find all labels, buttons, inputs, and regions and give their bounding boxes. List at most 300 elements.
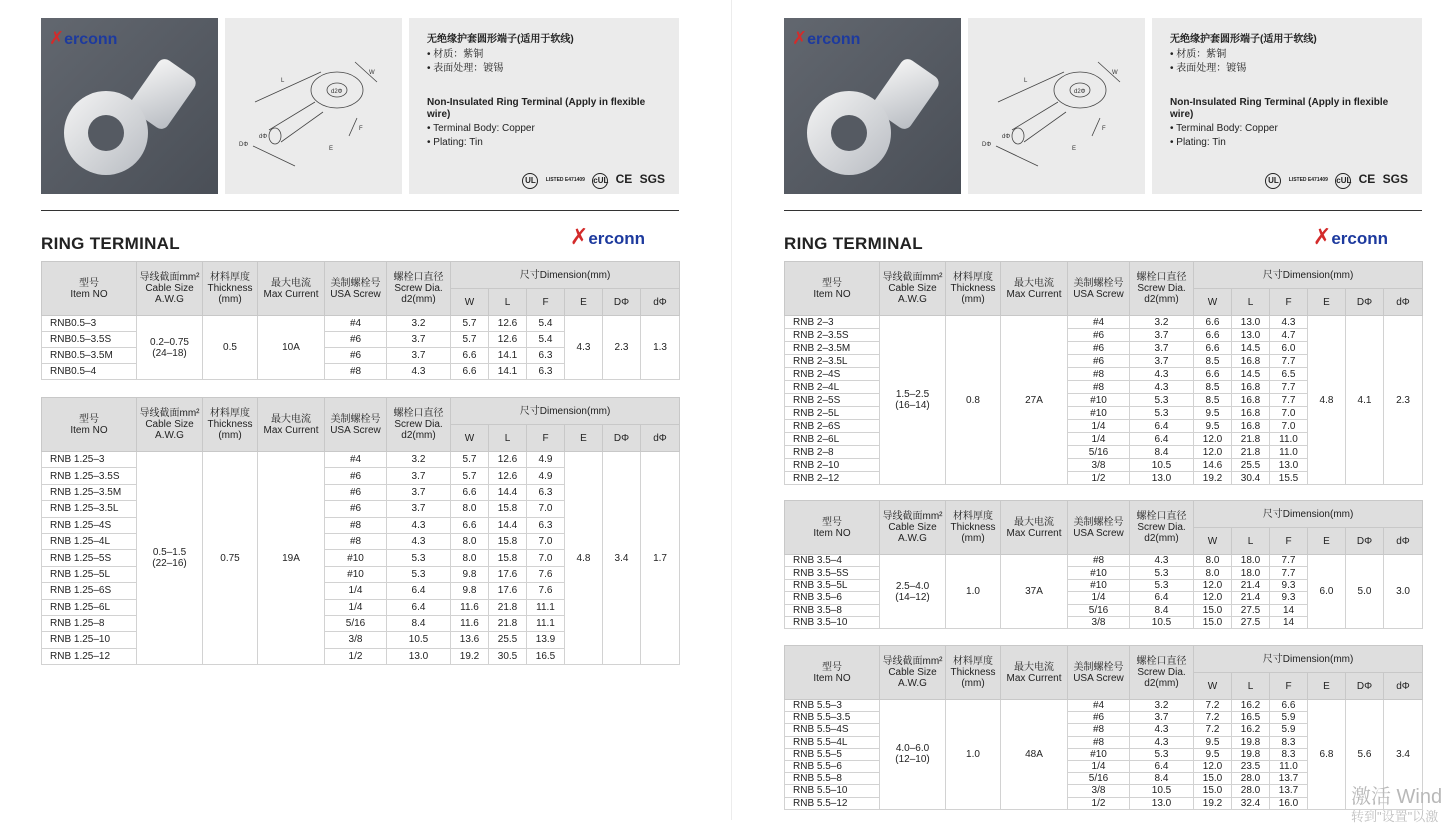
usa-screw-cell: #4 xyxy=(325,452,387,468)
header-screw-dia: 螺栓口直径 Screw Dia. d2(mm) xyxy=(1130,262,1194,316)
header-usa-screw: 美制螺栓号 USA Screw xyxy=(1068,646,1130,700)
ring-terminal-photo-icon xyxy=(784,18,961,194)
screw-dia-cell: 8.4 xyxy=(1130,604,1194,616)
item-no: RNB 5.5–8 xyxy=(785,773,880,785)
item-no: RNB 2–3.5L xyxy=(785,355,880,368)
item-no: RNB 1.25–3.5L xyxy=(42,501,137,517)
f-cell: 8.3 xyxy=(1270,736,1308,748)
header-dim-col: W xyxy=(1194,673,1232,700)
screw-dia-cell: 10.5 xyxy=(1130,616,1194,628)
material-cn: • 材质：紫铜 xyxy=(427,49,484,60)
header-max-current: 最大电流 Max Current xyxy=(1001,501,1068,555)
screw-dia-cell: 10.5 xyxy=(1130,459,1194,472)
brand-logo: ✗erconn xyxy=(1312,224,1388,249)
f-cell: 4.3 xyxy=(1270,316,1308,329)
certification-marks xyxy=(518,173,665,189)
d-outer-cell: 5.6 xyxy=(1346,700,1384,810)
usa-screw-cell: 1/4 xyxy=(1068,420,1130,433)
w-cell: 8.5 xyxy=(1194,394,1232,407)
f-cell: 11.1 xyxy=(527,599,565,615)
header-usa-screw: 美制螺栓号 USA Screw xyxy=(1068,262,1130,316)
header-usa-screw: 美制螺栓号 USA Screw xyxy=(325,398,387,452)
cable-size-cell: 0.2–0.75 (24–18) xyxy=(137,316,203,380)
f-cell: 13.0 xyxy=(1270,459,1308,472)
cable-size-cell: 2.5–4.0 (14–12) xyxy=(880,555,946,629)
photo-brand-logo: ✗erconn xyxy=(49,28,118,48)
l-cell: 16.5 xyxy=(1232,712,1270,724)
l-cell: 16.2 xyxy=(1232,724,1270,736)
thickness-cell: 0.8 xyxy=(946,316,1001,485)
w-cell: 6.6 xyxy=(451,348,489,364)
item-no: RNB 5.5–3 xyxy=(785,700,880,712)
screw-dia-cell: 3.7 xyxy=(1130,355,1194,368)
svg-text:F: F xyxy=(1102,126,1106,132)
f-cell: 11.0 xyxy=(1270,446,1308,459)
header-dimension: 尺寸Dimension(mm) xyxy=(451,262,680,289)
header-dim-col: F xyxy=(527,425,565,452)
l-cell: 16.2 xyxy=(1232,700,1270,712)
max-current-cell: 48A xyxy=(1001,700,1068,810)
spec-table xyxy=(41,397,680,665)
svg-text:W: W xyxy=(1112,70,1118,76)
l-cell: 21.4 xyxy=(1232,592,1270,604)
f-cell: 7.7 xyxy=(1270,355,1308,368)
surface-cn: • 表面处理：镀锡 xyxy=(427,63,504,74)
brand-logo: ✗erconn xyxy=(569,224,645,249)
usa-screw-cell: #6 xyxy=(1068,342,1130,355)
usa-screw-cell: #10 xyxy=(1068,407,1130,420)
header-dim-col: DΦ xyxy=(1346,528,1384,555)
header-dim-col: dΦ xyxy=(1384,528,1423,555)
header-thickness: 材料厚度 Thickness (mm) xyxy=(946,646,1001,700)
cable-size-cell: 1.5–2.5 (16–14) xyxy=(880,316,946,485)
w-cell: 6.6 xyxy=(451,364,489,380)
ul-mark-icon: UL xyxy=(522,173,538,189)
product-title-en: Non-Insulated Ring Terminal (Apply in flexible wire) xyxy=(1170,97,1389,120)
ul-mark-icon: UL xyxy=(1265,173,1281,189)
screw-dia-cell: 3.2 xyxy=(1130,700,1194,712)
item-no: RNB 2–4L xyxy=(785,381,880,394)
w-cell: 6.6 xyxy=(451,484,489,500)
d-inner-cell: 1.7 xyxy=(641,452,680,665)
dimension-drawing xyxy=(225,18,402,194)
f-cell: 16.5 xyxy=(527,648,565,664)
d-inner-cell: 2.3 xyxy=(1384,316,1423,485)
svg-text:W: W xyxy=(369,70,375,76)
l-cell: 15.8 xyxy=(489,550,527,566)
w-cell: 13.6 xyxy=(451,632,489,648)
f-cell: 11.0 xyxy=(1270,760,1308,772)
screw-dia-cell: 5.3 xyxy=(387,566,451,582)
w-cell: 8.0 xyxy=(451,501,489,517)
spec-table xyxy=(41,261,680,380)
f-cell: 5.4 xyxy=(527,332,565,348)
header-dimension: 尺寸Dimension(mm) xyxy=(1194,646,1423,673)
l-cell: 12.6 xyxy=(489,468,527,484)
header-dim-col: E xyxy=(1308,528,1346,555)
product-info-panel xyxy=(1152,18,1422,194)
l-cell: 27.5 xyxy=(1232,616,1270,628)
usa-screw-cell: #6 xyxy=(325,501,387,517)
f-cell: 7.0 xyxy=(527,501,565,517)
table-row xyxy=(785,555,1423,567)
header-dim-col: L xyxy=(1232,673,1270,700)
thickness-cell: 1.0 xyxy=(946,700,1001,810)
l-cell: 17.6 xyxy=(489,566,527,582)
item-no: RNB 2–10 xyxy=(785,459,880,472)
e-cell: 6.8 xyxy=(1308,700,1346,810)
product-title-cn: 无绝缘护套圆形端子(适用于软线) xyxy=(427,34,574,45)
item-no: RNB 5.5–10 xyxy=(785,785,880,797)
screw-dia-cell: 13.0 xyxy=(1130,797,1194,809)
l-cell: 15.8 xyxy=(489,501,527,517)
header-dim-col: dΦ xyxy=(1384,289,1423,316)
table-row xyxy=(42,316,680,332)
item-no: RNB 1.25–12 xyxy=(42,648,137,664)
screw-dia-cell: 4.3 xyxy=(387,517,451,533)
f-cell: 7.0 xyxy=(527,550,565,566)
header-dim-col: L xyxy=(489,289,527,316)
f-cell: 16.0 xyxy=(1270,797,1308,809)
usa-screw-cell: #8 xyxy=(1068,368,1130,381)
l-cell: 16.8 xyxy=(1232,394,1270,407)
thickness-cell: 0.5 xyxy=(203,316,258,380)
f-cell: 6.3 xyxy=(527,348,565,364)
l-cell: 16.8 xyxy=(1232,355,1270,368)
usa-screw-cell: 5/16 xyxy=(1068,446,1130,459)
cable-size-cell: 0.5–1.5 (22–16) xyxy=(137,452,203,665)
l-cell: 12.6 xyxy=(489,452,527,468)
w-cell: 12.0 xyxy=(1194,433,1232,446)
d-inner-cell: 1.3 xyxy=(641,316,680,380)
screw-dia-cell: 5.3 xyxy=(1130,394,1194,407)
header-usa-screw: 美制螺栓号 USA Screw xyxy=(1068,501,1130,555)
w-cell: 9.5 xyxy=(1194,736,1232,748)
item-no: RNB 5.5–4S xyxy=(785,724,880,736)
header-screw-dia: 螺栓口直径 Screw Dia. d2(mm) xyxy=(387,398,451,452)
f-cell: 6.6 xyxy=(1270,700,1308,712)
header-dim-col: W xyxy=(1194,289,1232,316)
usa-screw-cell: 1/4 xyxy=(325,599,387,615)
l-cell: 18.0 xyxy=(1232,555,1270,567)
page-divider xyxy=(731,0,732,820)
item-no: RNB 2–5L xyxy=(785,407,880,420)
dimension-drawing-icon xyxy=(225,18,402,194)
l-cell: 28.0 xyxy=(1232,785,1270,797)
header-screw-dia: 螺栓口直径 Screw Dia. d2(mm) xyxy=(1130,501,1194,555)
item-no: RNB 1.25–3 xyxy=(42,452,137,468)
plating-en: • Plating: Tin xyxy=(427,137,483,148)
screw-dia-cell: 5.3 xyxy=(1130,579,1194,591)
section-rule xyxy=(784,210,1422,211)
activate-windows-subtext: 转到"设置"以激 xyxy=(1351,809,1439,824)
terminal-body-en: • Terminal Body: Copper xyxy=(1170,123,1278,134)
header-dim-col: L xyxy=(489,425,527,452)
f-cell: 5.9 xyxy=(1270,712,1308,724)
f-cell: 7.6 xyxy=(527,583,565,599)
cable-size-cell: 4.0–6.0 (12–10) xyxy=(880,700,946,810)
w-cell: 12.0 xyxy=(1194,446,1232,459)
w-cell: 6.6 xyxy=(1194,368,1232,381)
ring-terminal-photo-icon xyxy=(41,18,218,194)
section-rule xyxy=(41,210,679,211)
item-no: RNB 3.5–5L xyxy=(785,579,880,591)
l-cell: 17.6 xyxy=(489,583,527,599)
l-cell: 16.8 xyxy=(1232,381,1270,394)
screw-dia-cell: 4.3 xyxy=(1130,368,1194,381)
f-cell: 13.7 xyxy=(1270,785,1308,797)
svg-text:d2Φ: d2Φ xyxy=(331,89,343,95)
usa-screw-cell: #10 xyxy=(325,566,387,582)
usa-screw-cell: 3/8 xyxy=(1068,459,1130,472)
table-row xyxy=(42,452,680,468)
left-page xyxy=(41,0,679,820)
l-cell: 16.8 xyxy=(1232,407,1270,420)
item-no: RNB 2–3.5S xyxy=(785,329,880,342)
header-dim-col: W xyxy=(1194,528,1232,555)
header-dim-col: dΦ xyxy=(1384,673,1423,700)
item-no: RNB 2–3.5M xyxy=(785,342,880,355)
f-cell: 13.9 xyxy=(527,632,565,648)
right-page xyxy=(784,0,1422,820)
item-no: RNB0.5–4 xyxy=(42,364,137,380)
svg-text:E: E xyxy=(1072,146,1077,152)
screw-dia-cell: 3.7 xyxy=(387,501,451,517)
svg-text:L: L xyxy=(1024,78,1028,84)
header-dim-col: DΦ xyxy=(603,425,641,452)
usa-screw-cell: #4 xyxy=(1068,316,1130,329)
svg-text:E: E xyxy=(329,146,334,152)
header-dim-col: F xyxy=(1270,528,1308,555)
l-cell: 23.5 xyxy=(1232,760,1270,772)
header-screw-dia: 螺栓口直径 Screw Dia. d2(mm) xyxy=(387,262,451,316)
usa-screw-cell: #8 xyxy=(1068,736,1130,748)
l-cell: 13.0 xyxy=(1232,329,1270,342)
w-cell: 7.2 xyxy=(1194,700,1232,712)
l-cell: 18.0 xyxy=(1232,567,1270,579)
screw-dia-cell: 5.3 xyxy=(1130,567,1194,579)
activate-windows-text: 激活 Wind xyxy=(1351,786,1443,808)
header-dim-col: DΦ xyxy=(1346,673,1384,700)
item-no: RNB 1.25–3.5M xyxy=(42,484,137,500)
header-dim-col: L xyxy=(1232,528,1270,555)
usa-screw-cell: #8 xyxy=(1068,555,1130,567)
header-item: 型号 Item NO xyxy=(785,646,880,700)
svg-text:F: F xyxy=(359,126,363,132)
header-item: 型号 Item NO xyxy=(785,262,880,316)
usa-screw-cell: #10 xyxy=(325,550,387,566)
item-no: RNB 3.5–4 xyxy=(785,555,880,567)
f-cell: 6.3 xyxy=(527,364,565,380)
surface-cn: • 表面处理：镀锡 xyxy=(1170,63,1247,74)
w-cell: 19.2 xyxy=(1194,472,1232,485)
screw-dia-cell: 5.3 xyxy=(387,550,451,566)
l-cell: 15.8 xyxy=(489,533,527,549)
item-no: RNB 5.5–3.5 xyxy=(785,712,880,724)
max-current-cell: 10A xyxy=(258,316,325,380)
f-cell: 6.5 xyxy=(1270,368,1308,381)
screw-dia-cell: 4.3 xyxy=(1130,724,1194,736)
header-dim-col: F xyxy=(527,289,565,316)
header-dimension: 尺寸Dimension(mm) xyxy=(451,398,680,425)
section-title: RING TERMINAL xyxy=(784,234,923,253)
item-no: RNB0.5–3.5S xyxy=(42,332,137,348)
screw-dia-cell: 3.7 xyxy=(387,332,451,348)
item-no: RNB 2–4S xyxy=(785,368,880,381)
screw-dia-cell: 10.5 xyxy=(387,632,451,648)
screw-dia-cell: 13.0 xyxy=(1130,472,1194,485)
usa-screw-cell: #4 xyxy=(1068,700,1130,712)
header-dimension: 尺寸Dimension(mm) xyxy=(1194,262,1423,289)
svg-text:L: L xyxy=(281,78,285,84)
f-cell: 6.3 xyxy=(527,484,565,500)
usa-screw-cell: 5/16 xyxy=(1068,773,1130,785)
header-dim-col: F xyxy=(1270,673,1308,700)
header-thickness: 材料厚度 Thickness (mm) xyxy=(203,398,258,452)
screw-dia-cell: 8.4 xyxy=(1130,446,1194,459)
usa-screw-cell: 3/8 xyxy=(1068,785,1130,797)
item-no: RNB 5.5–4L xyxy=(785,736,880,748)
w-cell: 9.5 xyxy=(1194,748,1232,760)
w-cell: 12.0 xyxy=(1194,592,1232,604)
usa-screw-cell: #6 xyxy=(325,468,387,484)
usa-screw-cell: #10 xyxy=(1068,394,1130,407)
header-dim-col: W xyxy=(451,425,489,452)
max-current-cell: 19A xyxy=(258,452,325,665)
screw-dia-cell: 6.4 xyxy=(387,583,451,599)
header-dimension: 尺寸Dimension(mm) xyxy=(1194,501,1423,528)
w-cell: 15.0 xyxy=(1194,773,1232,785)
usa-screw-cell: #6 xyxy=(325,332,387,348)
w-cell: 19.2 xyxy=(1194,797,1232,809)
usa-screw-cell: 1/4 xyxy=(325,583,387,599)
d-outer-cell: 2.3 xyxy=(603,316,641,380)
screw-dia-cell: 13.0 xyxy=(387,648,451,664)
header-item: 型号 Item NO xyxy=(42,262,137,316)
header-max-current: 最大电流 Max Current xyxy=(1001,646,1068,700)
f-cell: 14 xyxy=(1270,616,1308,628)
e-cell: 4.8 xyxy=(565,452,603,665)
screw-dia-cell: 6.4 xyxy=(1130,420,1194,433)
l-cell: 13.0 xyxy=(1232,316,1270,329)
item-no: RNB 2–8 xyxy=(785,446,880,459)
ce-mark-icon: CE xyxy=(1358,172,1376,186)
spec-table xyxy=(784,261,1423,485)
plating-en: • Plating: Tin xyxy=(1170,137,1226,148)
header-dim-col: DΦ xyxy=(603,289,641,316)
svg-text:dΦ: dΦ xyxy=(1002,134,1011,140)
screw-dia-cell: 3.7 xyxy=(387,468,451,484)
header-dim-col: E xyxy=(1308,673,1346,700)
l-cell: 16.8 xyxy=(1232,420,1270,433)
l-cell: 30.4 xyxy=(1232,472,1270,485)
f-cell: 5.4 xyxy=(527,316,565,332)
listed-label: LISTED E471409 xyxy=(545,176,585,183)
w-cell: 5.7 xyxy=(451,316,489,332)
header-dim-col: E xyxy=(565,425,603,452)
svg-text:DΦ: DΦ xyxy=(239,142,249,148)
screw-dia-cell: 4.3 xyxy=(1130,555,1194,567)
dimension-drawing xyxy=(968,18,1145,194)
usa-screw-cell: #6 xyxy=(1068,355,1130,368)
screw-dia-cell: 8.4 xyxy=(387,615,451,631)
d-inner-cell: 3.4 xyxy=(1384,700,1423,810)
l-cell: 25.5 xyxy=(489,632,527,648)
item-no: RNB 5.5–5 xyxy=(785,748,880,760)
f-cell: 9.3 xyxy=(1270,592,1308,604)
item-no: RNB 3.5–6 xyxy=(785,592,880,604)
usa-screw-cell: #4 xyxy=(325,316,387,332)
f-cell: 7.7 xyxy=(1270,555,1308,567)
w-cell: 12.0 xyxy=(1194,760,1232,772)
usa-screw-cell: 5/16 xyxy=(1068,604,1130,616)
header-dim-col: E xyxy=(565,289,603,316)
screw-dia-cell: 8.4 xyxy=(1130,773,1194,785)
header-thickness: 材料厚度 Thickness (mm) xyxy=(946,262,1001,316)
sgs-mark-icon: SGS xyxy=(639,172,665,186)
usa-screw-cell: 1/2 xyxy=(1068,797,1130,809)
usa-screw-cell: #8 xyxy=(1068,724,1130,736)
item-no: RNB 1.25–5S xyxy=(42,550,137,566)
spec-table xyxy=(784,645,1423,810)
screw-dia-cell: 6.4 xyxy=(387,599,451,615)
table-row xyxy=(785,700,1423,712)
w-cell: 8.0 xyxy=(451,550,489,566)
item-no: RNB 3.5–5S xyxy=(785,567,880,579)
header-dim-col: DΦ xyxy=(1346,289,1384,316)
header-thickness: 材料厚度 Thickness (mm) xyxy=(946,501,1001,555)
l-cell: 21.4 xyxy=(1232,579,1270,591)
product-title-en: Non-Insulated Ring Terminal (Apply in flexible wire) xyxy=(427,97,646,120)
f-cell: 4.9 xyxy=(527,452,565,468)
header-thickness: 材料厚度 Thickness (mm) xyxy=(203,262,258,316)
f-cell: 7.6 xyxy=(527,566,565,582)
header-dim-col: L xyxy=(1232,289,1270,316)
f-cell: 14 xyxy=(1270,604,1308,616)
w-cell: 15.0 xyxy=(1194,604,1232,616)
usa-screw-cell: #8 xyxy=(1068,381,1130,394)
e-cell: 6.0 xyxy=(1308,555,1346,629)
usa-screw-cell: #10 xyxy=(1068,748,1130,760)
item-no: RNB 1.25–3.5S xyxy=(42,468,137,484)
item-no: RNB 3.5–8 xyxy=(785,604,880,616)
usa-screw-cell: 1/4 xyxy=(1068,433,1130,446)
w-cell: 9.8 xyxy=(451,566,489,582)
w-cell: 8.0 xyxy=(451,533,489,549)
w-cell: 12.0 xyxy=(1194,579,1232,591)
screw-dia-cell: 5.3 xyxy=(1130,407,1194,420)
item-no: RNB 5.5–6 xyxy=(785,760,880,772)
svg-text:d2Φ: d2Φ xyxy=(1074,89,1086,95)
f-cell: 7.0 xyxy=(1270,420,1308,433)
f-cell: 11.1 xyxy=(527,615,565,631)
w-cell: 6.6 xyxy=(451,517,489,533)
header-max-current: 最大电流 Max Current xyxy=(258,262,325,316)
item-no: RNB 2–5S xyxy=(785,394,880,407)
w-cell: 7.2 xyxy=(1194,712,1232,724)
item-no: RNB 2–6L xyxy=(785,433,880,446)
header-cable-size: 导线截面mm² Cable Size A.W.G xyxy=(880,646,946,700)
cul-mark-icon: cUL xyxy=(592,173,608,189)
screw-dia-cell: 4.3 xyxy=(1130,736,1194,748)
usa-screw-cell: #8 xyxy=(325,533,387,549)
l-cell: 28.0 xyxy=(1232,773,1270,785)
w-cell: 19.2 xyxy=(451,648,489,664)
usa-screw-cell: #6 xyxy=(325,348,387,364)
header-dim-col: dΦ xyxy=(641,425,680,452)
usa-screw-cell: 1/2 xyxy=(1068,472,1130,485)
certification-marks xyxy=(1261,173,1408,189)
